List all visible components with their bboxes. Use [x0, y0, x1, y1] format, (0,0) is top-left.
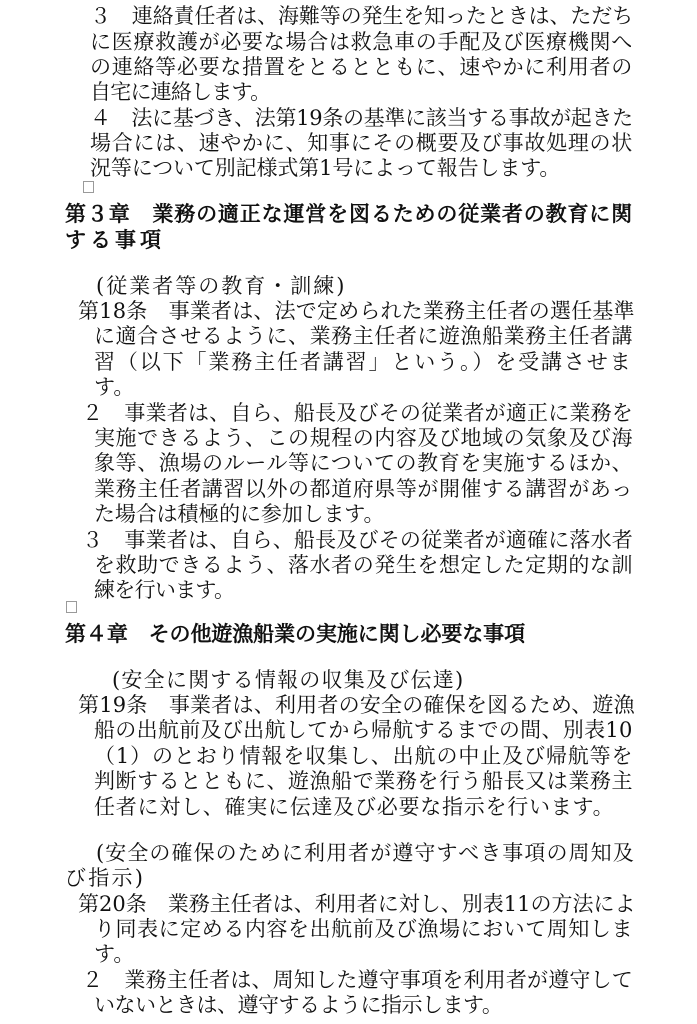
text-line: ３ 連絡責任者は、海難等の発生を知ったときは、ただち — [90, 4, 633, 28]
text-line: ２ 業務主任者は、周知した遵守事項を利用者が遵守して — [82, 968, 633, 992]
blank-paragraph-marker — [66, 601, 77, 613]
article-caption: び指示) — [65, 866, 146, 890]
text-line: 判断するとともに、遊漁船で業務を行う船長又は業務主 — [94, 769, 633, 793]
text-line: 業務主任者講習以外の都道府県等が開催する講習があっ — [94, 477, 633, 501]
text-line: 況等について別記様式第1号によって報告します。 — [90, 156, 561, 180]
text-line: の連絡等必要な措置をとるとともに、速やかに利用者の — [90, 55, 633, 79]
article-caption: (安全の確保のために利用者が遵守すべき事項の周知及 — [96, 841, 635, 865]
chapter-4-heading: 第４章 その他遊漁船業の実施に関し必要な事項 — [65, 621, 525, 646]
text-line: 練を行います。 — [94, 578, 235, 602]
article-caption: (安全に関する情報の収集及び伝達) — [112, 668, 465, 692]
text-line: た場合は積極的に参加します。 — [94, 502, 385, 526]
text-line: 第19条 事業者は、利用者の安全の確保を図るため、遊漁 — [78, 693, 635, 717]
blank-paragraph-marker — [83, 181, 94, 193]
text-line: 実施できるよう、この規程の内容及び地域の気象及び海 — [94, 426, 633, 450]
text-line: 象等、漁場のルール等についての教育を実施するほか、 — [94, 451, 634, 475]
text-line: ２ 事業者は、自ら、船長及びその従業者が適正に業務を — [82, 401, 633, 425]
text-line: 任者に対し、確実に伝達及び必要な指示を行います。 — [94, 795, 615, 819]
text-line: 第20条 業務主任者は、利用者に対し、別表11の方法によ — [78, 892, 636, 916]
text-line: 船の出航前及び出航してから帰航するまでの間、別表10 — [94, 718, 633, 742]
text-line: ４ 法に基づき、法第19条の基準に該当する事故が起きた — [90, 106, 633, 130]
text-line: （1）のとおり情報を収集し、出航の中止及び帰航等を — [94, 744, 634, 768]
text-line: いないときは、遵守するように指示します。 — [94, 993, 503, 1017]
text-line: 自宅に連絡します。 — [90, 80, 271, 104]
article-caption: (従業者等の教育・訓練) — [96, 274, 347, 298]
text-line: 習（以下「業務主任者講習」という。）を受講させま — [94, 350, 633, 374]
text-line: に医療救護が必要な場合は救急車の手配及び医療機関へ — [90, 30, 633, 54]
text-line: す。 — [94, 942, 135, 966]
text-line: り同表に定める内容を出航前及び漁場において周知しま — [94, 917, 633, 941]
text-line: 第18条 事業者は、法で定められた業務主任者の選任基準 — [78, 299, 635, 323]
text-line: を救助できるよう、落水者の発生を想定した定期的な訓 — [94, 553, 633, 577]
chapter-3-heading: 第３章 業務の適正な運営を図るための従業者の教育に関 — [65, 201, 633, 226]
text-line: ３ 事業者は、自ら、船長及びその従業者が適確に落水者 — [82, 528, 633, 552]
text-line: に適合させるように、業務主任者に遊漁船業務主任者講 — [94, 324, 633, 348]
text-line: す。 — [94, 375, 135, 399]
text-line: 場合には、速やかに、知事にその概要及び事故処理の状 — [90, 131, 633, 155]
chapter-3-heading: する事項 — [65, 227, 165, 252]
